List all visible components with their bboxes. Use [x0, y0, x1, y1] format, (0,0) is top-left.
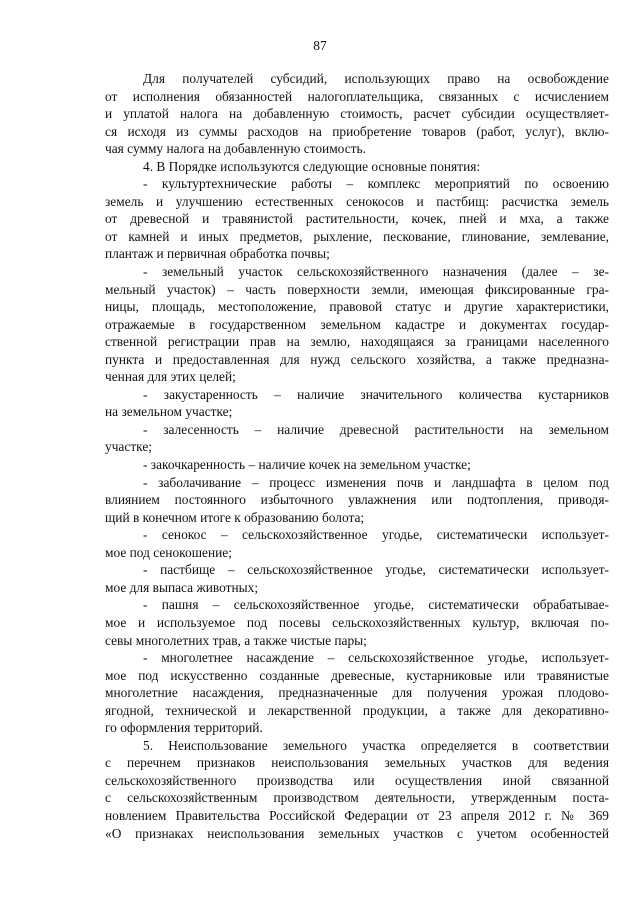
text-line: мое для выпаса животных;	[105, 579, 259, 595]
text-line: пункта и предоставленная для нужд сельского хозяйства, а также предназна-	[105, 351, 609, 367]
text-line: 5. Неиспользование земельного участка определяется в соответствии	[143, 737, 609, 753]
text-line: мое и используемое под посевы сельскохозяйственных культур, включая по-	[105, 614, 609, 630]
text-line: - пашня – сельскохозяйственное угодье, систематически обрабатывае-	[143, 597, 609, 613]
text-line: - заболачивание – процесс изменения почв и ландшафта в целом под	[143, 474, 609, 490]
text-line: мое под сенокошение;	[105, 544, 232, 560]
text-line: ницы, площадь, местоположение, правовой статус и другие характеристики,	[105, 299, 609, 315]
text-line: севы многолетних трав, а также чистые пары;	[105, 632, 367, 648]
text-line: мое под искусственно созданные древесные, кустарниковые или травянистые	[105, 667, 609, 683]
text-line: ченная для этих целей;	[105, 369, 236, 385]
text-line: ся исходя из суммы расходов на приобретение товаров (работ, услуг), вклю-	[105, 123, 609, 139]
text-line: участке;	[105, 439, 153, 455]
text-line: - сенокос – сельскохозяйственное угодье, систематически использует-	[143, 527, 609, 543]
text-line: 4. В Порядке используются следующие основные понятия:	[143, 158, 481, 174]
text-line: щий в конечном итоге к образованию болота;	[105, 509, 365, 525]
document-body	[105, 70, 609, 842]
text-line: - закочкаренность – наличие кочек на земельном участке;	[143, 457, 471, 473]
text-line: с перечнем признаков неиспользования земельных участков для ведения	[105, 755, 609, 771]
text-line: от исполнения обязанностей налогоплательщика, связанных с исчислением	[105, 88, 609, 104]
text-line: Для получателей субсидий, использующих право на освобождение	[143, 71, 609, 86]
text-line: и уплатой налога на добавленную стоимость, расчет субсидии осуществляет-	[105, 106, 609, 122]
text-line: чая сумму налога на добавленную стоимость.	[105, 141, 366, 157]
text-line: от камней и иных предметов, рыхление, пескование, глинование, землевание,	[105, 228, 609, 244]
text-line: многолетние насаждения, предназначенные для получения урожая плодово-	[105, 685, 609, 701]
text-line: - культуртехнические работы – комплекс мероприятий по освоению	[143, 176, 609, 192]
text-line: новлением Правительства Российской Федерации от 23 апреля 2012 г. № 369	[105, 807, 609, 823]
text-line: мельный участок) – часть поверхности земли, имеющая фиксированные гра-	[105, 281, 609, 297]
text-line: - многолетнее насаждение – сельскохозяйственное угодье, использует-	[143, 650, 609, 666]
text-line: - земельный участок сельскохозяйственного назначения (далее – зе-	[143, 264, 609, 280]
text-line: на земельном участке;	[105, 404, 233, 420]
text-line: сельскохозяйственного производства или осуществления иной связанной	[105, 772, 609, 788]
text-line: - закустаренность – наличие значительного количества кустарников	[143, 386, 609, 402]
text-line: земель и улучшению естественных сенокосов и пастбищ: расчистка земель	[105, 193, 609, 209]
text-line: го оформления территорий.	[105, 720, 263, 736]
text-line: «О признаках неиспользования земельных участков с учетом особенностей	[105, 825, 609, 841]
text-line: ягодной, технической и лекарственной продукции, а также для декоративно-	[105, 702, 609, 718]
text-line: плантаж и первичная обработка почвы;	[105, 246, 330, 262]
text-line: - залесенность – наличие древесной растительности на земельном	[143, 421, 609, 437]
text-line: - пастбище – сельскохозяйственное угодье, систематически использует-	[143, 562, 609, 578]
text-line: ственной регистрации прав на землю, находящаяся за границами населенного	[105, 334, 609, 350]
text-line: с сельскохозяйственным производством деятельности, утвержденным поста-	[105, 790, 609, 806]
text-line: отражаемые в государственном земельном кадастре и документах государ-	[105, 316, 609, 332]
text-line: влиянием постоянного избыточного увлажнения или подтопления, приводя-	[105, 492, 609, 508]
text-line: от древесной и травянистой растительности, кочек, пней и мха, а также	[105, 211, 609, 227]
page-number: 87	[313, 38, 327, 53]
